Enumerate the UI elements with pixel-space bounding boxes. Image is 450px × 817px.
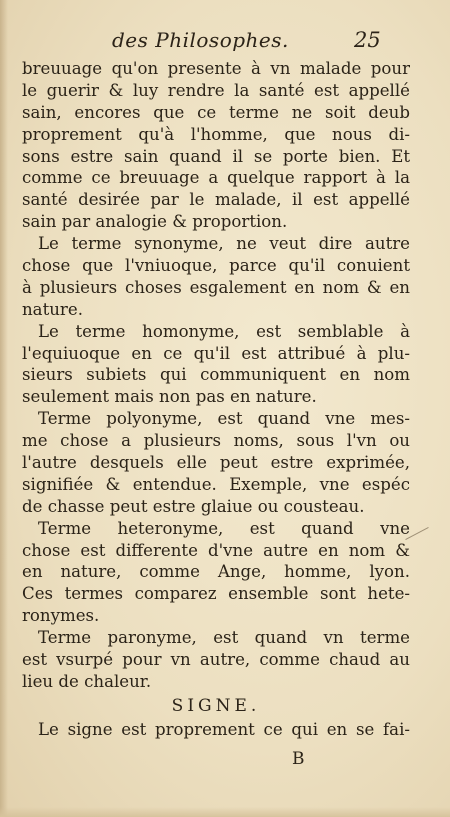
text-line: de chasse peut estre glaiue ou cousteau. [22, 496, 365, 516]
text-line: chose que l'vniuoque, parce qu'il conuient [22, 256, 410, 276]
text-line: breuuage qu'on presente à vn malade pour [22, 59, 410, 78]
paragraph-heteronyme: Terme heteronyme, est quand vne [38, 518, 410, 538]
text-line: nature. [22, 299, 83, 319]
paragraph-polyonyme: Terme polyonyme, est quand vne mes- [38, 409, 410, 429]
signature-mark: B [292, 749, 305, 769]
text-line: Ces termes comparez ensemble sont hete- [22, 584, 410, 604]
running-head: des Philosophes. [112, 28, 289, 52]
text-line: sain, encores que ce terme ne soit deub [22, 102, 410, 122]
paragraph-signe: Le signe est proprement ce qui en se fai- [38, 719, 410, 739]
text-line: sieurs subiets qui communiquent en nom [22, 365, 410, 385]
text-line: à plusieurs choses esgalement en nom & en [22, 277, 410, 297]
text-line: lieu de chaleur. [22, 671, 152, 691]
text-line: seulement mais non pas en nature. [22, 387, 317, 407]
text-line: signifiée & entendue. Exemple, vne espéc [22, 474, 410, 494]
page-number: 25 [354, 28, 381, 52]
section-heading-signe: SIGNE. [171, 695, 261, 716]
paragraph-homonyme: Le terme homonyme, est semblable à [38, 321, 410, 341]
text-line: chose est differente d'vne autre en nom & [22, 540, 410, 560]
text-line: me chose a plusieurs noms, sous l'vn ou [22, 431, 410, 451]
body-text [22, 58, 410, 741]
page-edge-bottom [0, 807, 450, 817]
paragraph-synonyme: Le terme synonyme, ne veut dire autre [38, 234, 410, 254]
text-line: proprement qu'à l'homme, que nous di- [22, 124, 410, 144]
text-line: l'equiuoque en ce qu'il est attribué à plu- [22, 343, 410, 363]
page-edge-left [0, 0, 8, 817]
text-line: santé desirée par le malade, il est appellé [22, 190, 410, 210]
paragraph-paronyme: Terme paronyme, est quand vn terme [38, 628, 410, 648]
text-line: comme ce breuuage a quelque rapport à la [22, 168, 410, 188]
text-line: l'autre desquels elle peut estre exprimée, [22, 453, 410, 473]
text-line: ronymes. [22, 606, 100, 626]
text-line: le guerir & luy rendre la santé est appellé [22, 80, 410, 100]
text-line: en nature, comme Ange, homme, lyon. [22, 562, 410, 582]
text-line: sons estre sain quand il se porte bien. Et [22, 146, 410, 166]
text-line: est vsurpé pour vn autre, comme chaud au [22, 650, 410, 670]
text-line: sain par analogie & proportion. [22, 212, 288, 232]
